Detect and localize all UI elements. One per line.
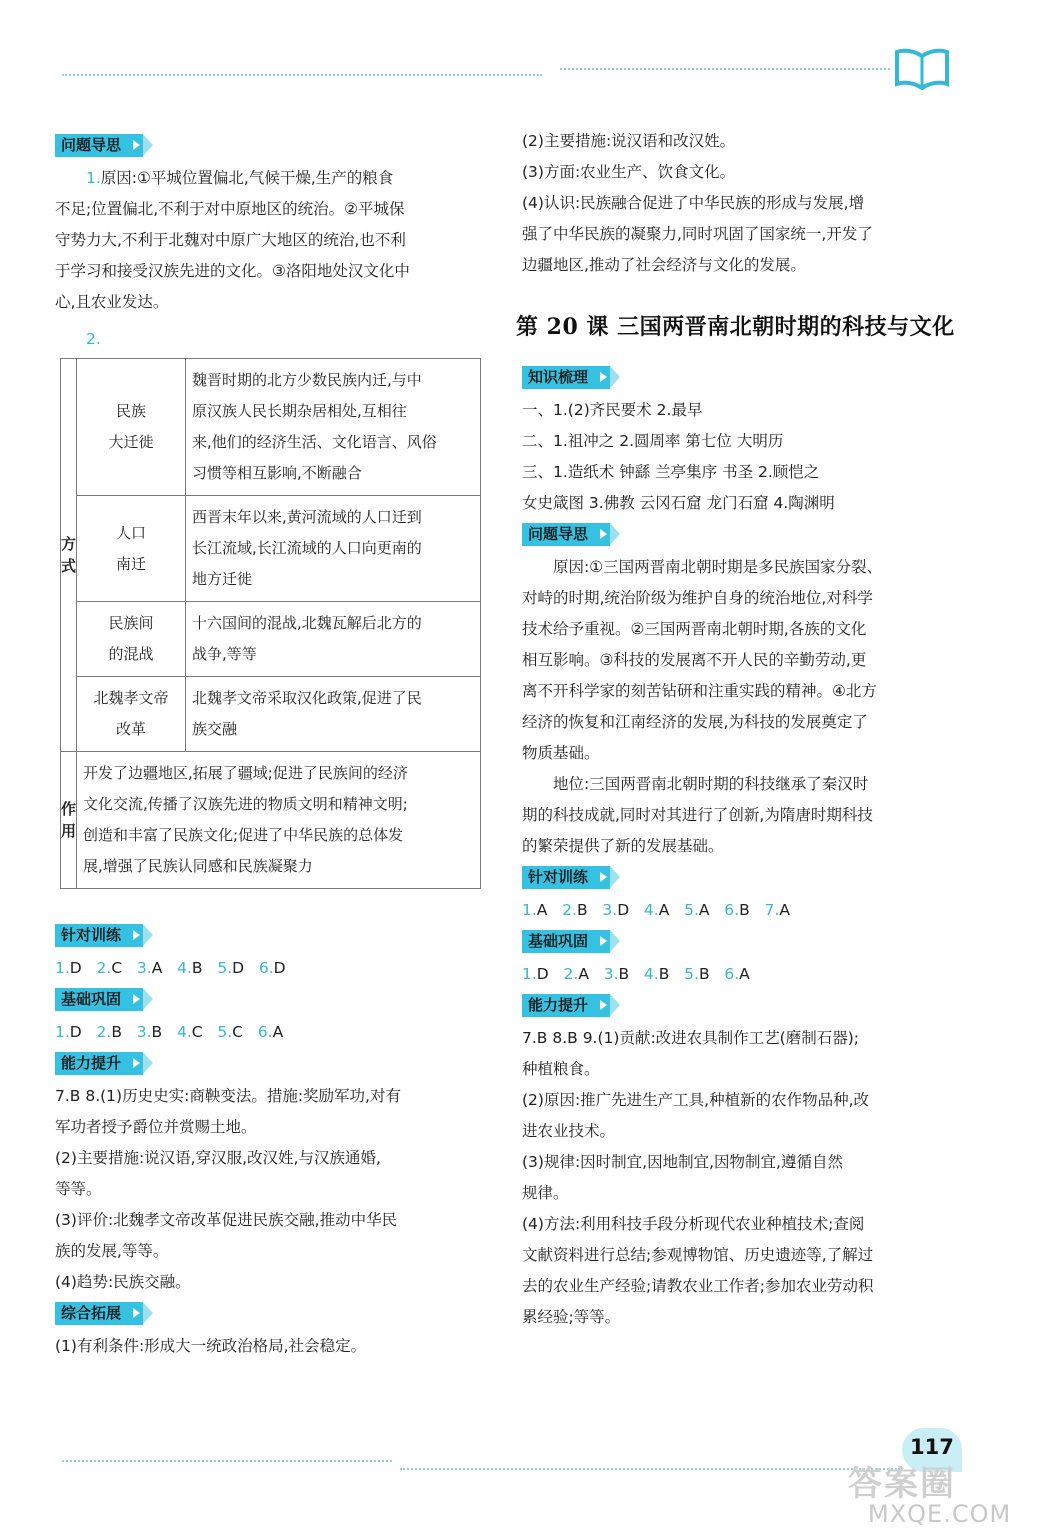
left-column — [55, 130, 485, 355]
section-tag-zhishi: 知识梳理 — [522, 366, 610, 389]
text-line: 原因:①三国两晋南北朝时期是多民族国家分裂、 — [553, 558, 883, 576]
q1-line: 1.原因:①平城位置偏北,气候干燥,生产的粮食 — [86, 169, 394, 187]
table-side-label-effect: 作用 — [61, 752, 77, 889]
q1-line: 心,且农业发达。 — [55, 293, 169, 311]
table-row — [61, 752, 481, 889]
text-line: 相互影响。③科技的发展离不开人民的辛勤劳动,更 — [522, 651, 867, 669]
q1-line: 守势力大,不利于北魏对中原广大地区的统治,也不利 — [55, 231, 406, 249]
knowledge-line: 女史箴图 3.佛教 云冈石窟 龙门石窟 4.陶渊明 — [522, 494, 835, 512]
knowledge-line: 一、1.(2)齐民要术 2.最早 — [522, 401, 703, 419]
left-column-lower — [55, 920, 485, 1362]
table-row — [61, 496, 481, 602]
text-line: 离不开科学家的刻苦钻研和注重实践的精神。④北方 — [522, 682, 877, 700]
answer-line: 1.D 2.C 3.A 4.B 5.D 6.D — [55, 959, 286, 977]
text-line: (3)评价:北魏孝文帝改革促进民族交融,推动中华民 — [55, 1211, 398, 1229]
open-book-icon — [893, 46, 951, 90]
text-line: (3)方面:农业生产、饮食文化。 — [522, 163, 736, 181]
table-key: 人口 南迁 — [77, 496, 186, 602]
table-key: 民族 大迁徙 — [77, 359, 186, 496]
section-tag-nengli: 能力提升 — [55, 1052, 143, 1075]
header-dotted-line-right — [560, 68, 890, 70]
text-line: 7.B 8.B 9.(1)贡献:改进农具制作工艺(磨制石器); — [522, 1029, 859, 1047]
text-line: 地位:三国两晋南北朝时期的科技继承了秦汉时 — [553, 775, 869, 793]
page-number: 117 — [910, 1435, 954, 1459]
text-line: (4)认识:民族融合促进了中华民族的形成与发展,增 — [522, 194, 865, 212]
text-line: 等等。 — [55, 1180, 102, 1198]
text-line: 累经验;等等。 — [522, 1308, 621, 1326]
text-line: 边疆地区,推动了社会经济与文化的发展。 — [522, 256, 806, 274]
q1-line: 于学习和接受汉族先进的文化。③洛阳地处汉文化中 — [55, 262, 410, 280]
watermark: 答案圈 — [848, 1464, 956, 1504]
section-tag-jichu: 基础巩固 — [55, 988, 143, 1011]
text-line: 的繁荣提供了新的发展基础。 — [522, 837, 724, 855]
lesson-title: 第 20 课 三国两晋南北朝时期的科技与文化 — [516, 314, 955, 340]
watermark-url: MXQE.COM — [868, 1500, 1012, 1528]
answer-line: 1.A 2.B 3.D 4.A 5.A 6.B 7.A — [522, 901, 790, 919]
q2-number: 2. — [86, 330, 101, 348]
header-dotted-line-left — [62, 74, 542, 76]
text-line: (2)主要措施:说汉语,穿汉服,改汉姓,与汉族通婚, — [55, 1149, 381, 1167]
text-line: 期的科技成就,同时对其进行了创新,为隋唐时期科技 — [522, 806, 873, 824]
text-line: 7.B 8.(1)历史史实:商鞅变法。措施:奖励军功,对有 — [55, 1087, 401, 1105]
text-line: 军功者授予爵位并赏赐土地。 — [55, 1118, 257, 1136]
migration-table — [60, 358, 481, 889]
text-line: 进农业技术。 — [522, 1122, 616, 1140]
section-tag-nengli: 能力提升 — [522, 994, 610, 1017]
text-line: 对峙的时期,统治阶级为维护自身的统治地位,对科学 — [522, 589, 873, 607]
footer-dotted-line-right — [400, 1468, 900, 1470]
answer-line: 1.D 2.A 3.B 4.B 5.B 6.A — [522, 965, 750, 983]
table-value: 西晋末年以来,黄河流域的人口迁到 长江流域,长江流域的人口向更南的 地方迁徙 — [186, 496, 481, 602]
text-line: 种植粮食。 — [522, 1060, 600, 1078]
knowledge-line: 三、1.造纸术 钟繇 兰亭集序 书圣 2.顾恺之 — [522, 463, 820, 481]
section-tag-zonghe: 综合拓展 — [55, 1302, 143, 1325]
table-value: 十六国间的混战,北魏瓦解后北方的 战争,等等 — [186, 602, 481, 677]
section-tag-zhendui: 针对训练 — [522, 866, 610, 889]
knowledge-line: 二、1.祖冲之 2.圆周率 第七位 大明历 — [522, 432, 784, 450]
table-row — [61, 677, 481, 752]
section-tag-jichu: 基础巩固 — [522, 930, 610, 953]
table-row — [61, 602, 481, 677]
section-tag-zhendui: 针对训练 — [55, 924, 143, 947]
text-line: 族的发展,等等。 — [55, 1242, 169, 1260]
section-tag-wentidaosi: 问题导思 — [522, 523, 610, 546]
footer-dotted-line-left — [62, 1460, 392, 1462]
answer-line: 1.D 2.B 3.B 4.C 5.C 6.A — [55, 1023, 284, 1041]
text-line: (4)趋势:民族交融。 — [55, 1273, 191, 1291]
text-line: (2)原因:推广先进生产工具,种植新的农作物品种,改 — [522, 1091, 870, 1109]
text-line: 强了中华民族的凝聚力,同时巩固了国家统一,开发了 — [522, 225, 873, 243]
table-value: 北魏孝文帝采取汉化政策,促进了民 族交融 — [186, 677, 481, 752]
table-key: 民族间 的混战 — [77, 602, 186, 677]
table-row — [61, 359, 481, 496]
table-value: 魏晋时期的北方少数民族内迁,与中 原汉族人民长期杂居相处,互相往 来,他们的经济生活、文化语言、风俗 习惯等相互影响,不断融合 — [186, 359, 481, 496]
right-column — [522, 362, 952, 1333]
q1-line: 不足;位置偏北,不利于对中原地区的统治。②平城保 — [55, 200, 405, 218]
text-line: 物质基础。 — [522, 744, 600, 762]
table-effect: 开发了边疆地区,拓展了疆域;促进了民族间的经济 文化交流,传播了汉族先进的物质文明和精神文明; 创造和丰富了民族文化;促进了中华民族的总体发 展,增强了民族认同感和民族凝聚力 — [77, 752, 481, 889]
text-line: 文献资料进行总结;参观博物馆、历史遗迹等,了解过 — [522, 1246, 874, 1264]
text-line: (2)主要措施:说汉语和改汉姓。 — [522, 132, 736, 150]
text-line: (3)规律:因时制宜,因地制宜,因物制宜,遵循自然 — [522, 1153, 843, 1171]
text-line: 去的农业生产经验;请教农业工作者;参加农业劳动积 — [522, 1277, 874, 1295]
table-key: 北魏孝文帝 改革 — [77, 677, 186, 752]
section-tag-wentidaosi: 问题导思 — [55, 134, 143, 157]
text-line: 规律。 — [522, 1184, 569, 1202]
text-line: (1)有利条件:形成大一统政治格局,社会稳定。 — [55, 1337, 367, 1355]
text-line: 技术给予重视。②三国两晋南北朝时期,各族的文化 — [522, 620, 867, 638]
right-column-top — [522, 126, 952, 281]
table-side-label-method: 方式 — [61, 359, 77, 752]
text-line: 经济的恢复和江南经济的发展,为科技的发展奠定了 — [522, 713, 868, 731]
text-line: (4)方法:利用科技手段分析现代农业种植技术;查阅 — [522, 1215, 865, 1233]
